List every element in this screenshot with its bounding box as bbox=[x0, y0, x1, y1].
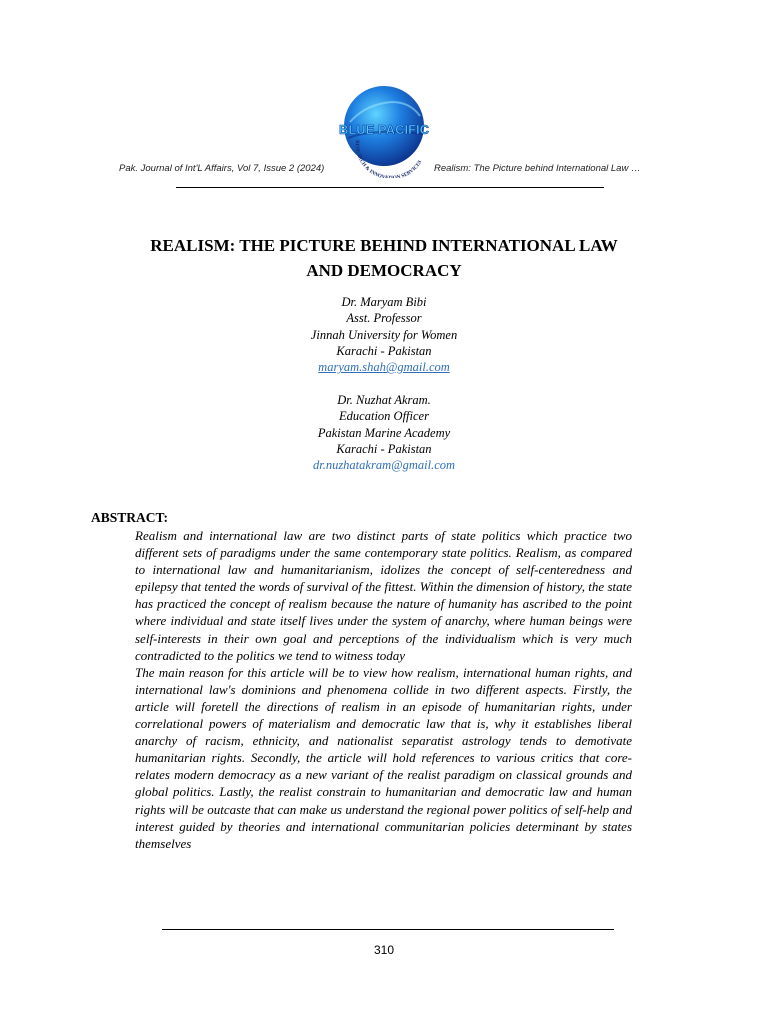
abstract-heading: ABSTRACT: bbox=[91, 510, 169, 525]
page-number: 310 bbox=[373, 943, 395, 957]
svg-text:RESEARCH & INNOVATION SERVICES: RESEARCH & INNOVA ON SERVICES bbox=[353, 139, 424, 178]
author-email: dr.nuzhatakram@gmail.com bbox=[312, 458, 456, 473]
abstract-paragraph: Realism and international law are two distinct parts of state politics which practice two different sets of paradigms under the same contemporary state politics. Realism, as compared to international law and humanitarianism, idolizes the concept of self-centeredness and epilepsy that tented the words of survival of the fittest. Within the dimension of history, the state has practiced the concept of realism because the nature of humanity has ascribed to the point where individual and state itself lives under the system of anarchy, where human beings were self-interests in their own goal and perceptions of the individualism which is very much contradicted to the politics we tend to witness today bbox=[135, 528, 632, 663]
author-location: Karachi - Pakistan bbox=[336, 343, 432, 358]
author-name: Dr. Maryam Bibi bbox=[341, 295, 427, 309]
header-divider bbox=[176, 187, 604, 188]
article-title-line: REALISM: THE PICTURE BEHIND INTERNATIONAL LAW bbox=[150, 236, 618, 255]
author-block bbox=[184, 294, 584, 375]
journal-reference: Pak. Journal of Int'L Affairs, Vol 7, Issue 2 (2024) bbox=[119, 163, 325, 174]
author-name: Dr. Nuzhat Akram. bbox=[337, 393, 431, 407]
abstract-body bbox=[135, 527, 632, 852]
author-email-link[interactable]: maryam.shah@gmail.com bbox=[318, 360, 450, 375]
svg-text:BLUE PACIFIC: BLUE PACIFIC bbox=[338, 122, 430, 137]
article-title-line: AND DEMOCRACY bbox=[306, 261, 462, 280]
running-title: Realism: The Picture behind International Law … bbox=[434, 163, 641, 174]
author-location: Karachi - Pakistan bbox=[336, 441, 432, 456]
author-institution: Pakistan Marine Academy bbox=[317, 425, 451, 440]
abstract-paragraph: The main reason for this article will be to view how realism, international human rights, and international law's dominions and phenomena collide in two different aspects. Firstly, the article will foretell the directions of realism in an episode of humanitarian rights, under correlational powers of materialism and democratic law that is, why it establishes liberal anarchy of racism, ethnicity, and nationalist separatist astrology tends to demotivate humanitarian rights. Secondly, the article will hold references to various critics that core-relates modern democracy as a new variant of the realist paradigm on classical grounds and global politics. Lastly, the realist constrain to humanitarian and democratic law and human rights will be outcaste that can make us understand the regional power politics of self-help and interest guided by theories and international communitarian policies determinant by states themselves bbox=[135, 664, 632, 851]
author-institution: Jinnah University for Women bbox=[310, 327, 458, 342]
author-position: Education Officer bbox=[339, 409, 429, 424]
author-position: Asst. Professor bbox=[346, 311, 422, 326]
author-block bbox=[184, 392, 584, 473]
footer-divider bbox=[162, 929, 614, 930]
article-title bbox=[84, 233, 684, 283]
running-header bbox=[0, 163, 768, 179]
